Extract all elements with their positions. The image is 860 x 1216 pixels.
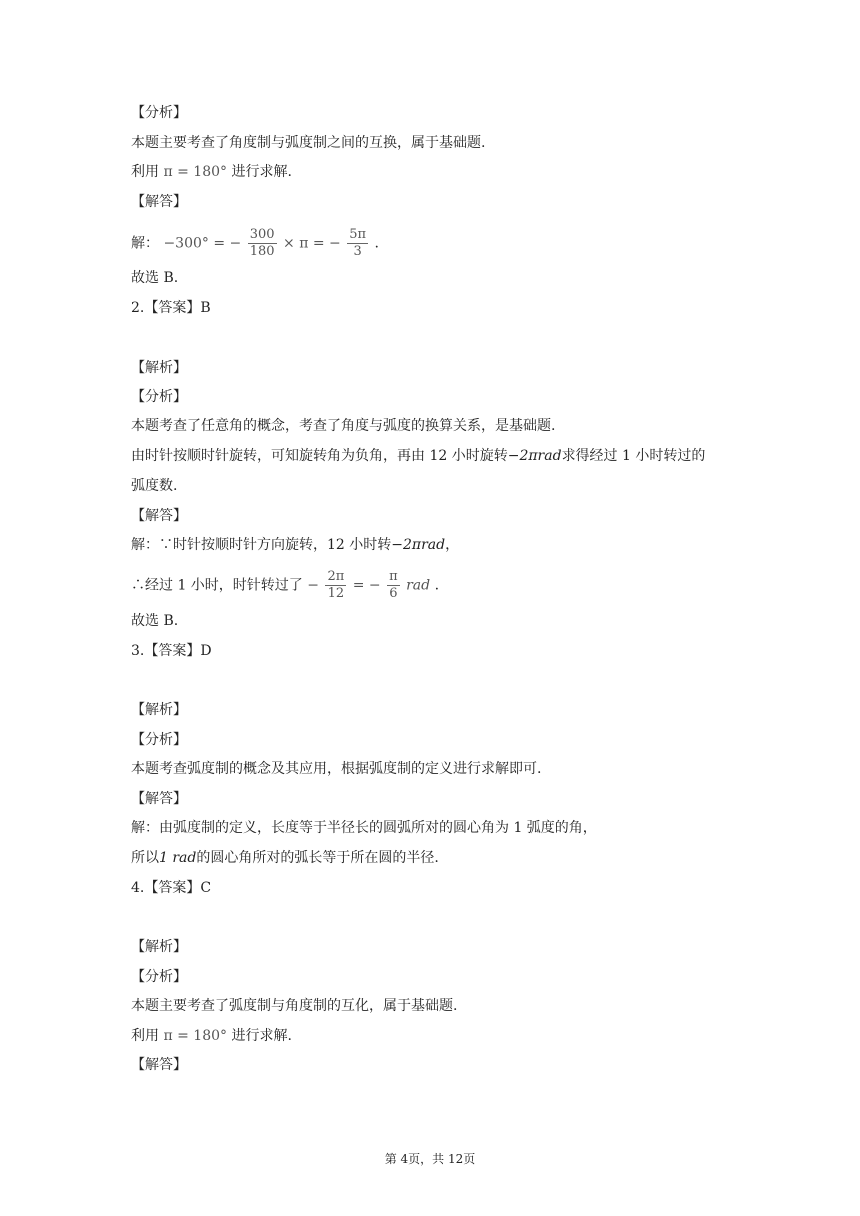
answer-heading: 【解答】 bbox=[131, 508, 187, 524]
fraction bbox=[325, 569, 346, 602]
math-expression: 1 rad bbox=[159, 850, 197, 866]
unit-rad: rad bbox=[406, 577, 431, 594]
answer-heading: 【解答】 bbox=[131, 194, 187, 210]
fraction-denominator: 12 bbox=[327, 586, 345, 601]
explanation-label: 【解析】 bbox=[131, 939, 187, 955]
page-footer: 第 4页，共 12页 bbox=[384, 1152, 476, 1166]
fraction-denominator: 6 bbox=[389, 586, 398, 601]
choose-line: 故选 B. bbox=[131, 270, 179, 286]
solution-line-2 bbox=[131, 569, 439, 602]
explanation-label: 【解析】 bbox=[131, 702, 187, 718]
question-answer-heading: 2.【答案】B bbox=[131, 300, 211, 316]
solution-end: . bbox=[374, 235, 379, 252]
analysis-text: 本题考查弧度制的概念及其应用，根据弧度制的定义进行求解即可. bbox=[131, 761, 542, 777]
solution-text: ∴经过 1 小时，时针转过了 bbox=[131, 577, 303, 594]
solution-line: 解：由弧度制的定义，长度等于半径长的圆弧所对的圆心角为 1 弧度的角， bbox=[131, 820, 597, 836]
solution-text: ， bbox=[445, 537, 460, 553]
method-prefix: 利用 bbox=[131, 1028, 159, 1044]
math-expression: −2πrad bbox=[507, 448, 562, 464]
fraction-denominator: 180 bbox=[249, 244, 275, 259]
solution-line bbox=[131, 535, 459, 555]
reasoning-text: 求得经过 1 小时转过的 bbox=[561, 448, 706, 464]
method-formula: π = 180° bbox=[163, 1028, 228, 1044]
analysis-heading: 【分析】 bbox=[131, 389, 187, 405]
method-line bbox=[131, 1026, 292, 1046]
fraction bbox=[387, 569, 400, 602]
analysis-text: 本题主要考查了弧度制与角度制的互化，属于基础题. bbox=[131, 998, 458, 1014]
solution-line-2 bbox=[131, 848, 439, 868]
fraction-numerator: 5π bbox=[349, 227, 367, 242]
analysis-text: 本题主要考查了角度制与弧度制之间的互换，属于基础题. bbox=[131, 135, 486, 151]
solution-text: 的圆心角所对的弧长等于所在圆的半径. bbox=[196, 850, 439, 866]
analysis-heading: 【分析】 bbox=[131, 105, 187, 121]
math-expression: −2πrad bbox=[391, 537, 446, 553]
fraction-numerator: 2π bbox=[327, 569, 345, 584]
analysis-heading: 【分析】 bbox=[131, 969, 187, 985]
solution-mid: × π = − bbox=[283, 235, 341, 252]
choose-line: 故选 B. bbox=[131, 613, 179, 629]
fraction-numerator: 300 bbox=[249, 227, 275, 242]
method-formula: π = 180° bbox=[163, 164, 228, 180]
solution-prefix: 解： bbox=[131, 235, 159, 252]
fraction bbox=[248, 227, 277, 260]
fraction-numerator: π bbox=[389, 569, 398, 584]
method-prefix: 利用 bbox=[131, 164, 159, 180]
solution-line bbox=[131, 227, 379, 260]
solution-lhs: −300° = − bbox=[163, 235, 242, 252]
method-suffix: 进行求解. bbox=[231, 1028, 292, 1044]
question-answer-heading: 4.【答案】C bbox=[131, 880, 212, 896]
analysis-text: 本题考查了任意角的概念，考查了角度与弧度的换算关系，是基础题. bbox=[131, 418, 556, 434]
analysis-heading: 【分析】 bbox=[131, 732, 187, 748]
reasoning-line bbox=[131, 446, 705, 466]
solution-text: 所以 bbox=[131, 850, 159, 866]
explanation-label: 【解析】 bbox=[131, 360, 187, 376]
answer-heading: 【解答】 bbox=[131, 791, 187, 807]
equals-sign: = − bbox=[352, 577, 381, 594]
fraction bbox=[347, 227, 368, 260]
method-suffix: 进行求解. bbox=[231, 164, 292, 180]
question-answer-heading: 3.【答案】D bbox=[131, 643, 212, 659]
solution-end: . bbox=[434, 577, 440, 594]
reasoning-line-2: 弧度数. bbox=[131, 478, 178, 494]
solution-text: 解：∵时针按顺时针方向旋转，12 小时转 bbox=[131, 537, 392, 553]
method-line bbox=[131, 162, 292, 182]
reasoning-text: 由时针按顺时针旋转，可知旋转角为负角，再由 12 小时旋转 bbox=[131, 448, 508, 464]
minus-sign: − bbox=[307, 577, 319, 594]
fraction-denominator: 3 bbox=[353, 244, 362, 259]
answer-heading: 【解答】 bbox=[131, 1057, 187, 1073]
